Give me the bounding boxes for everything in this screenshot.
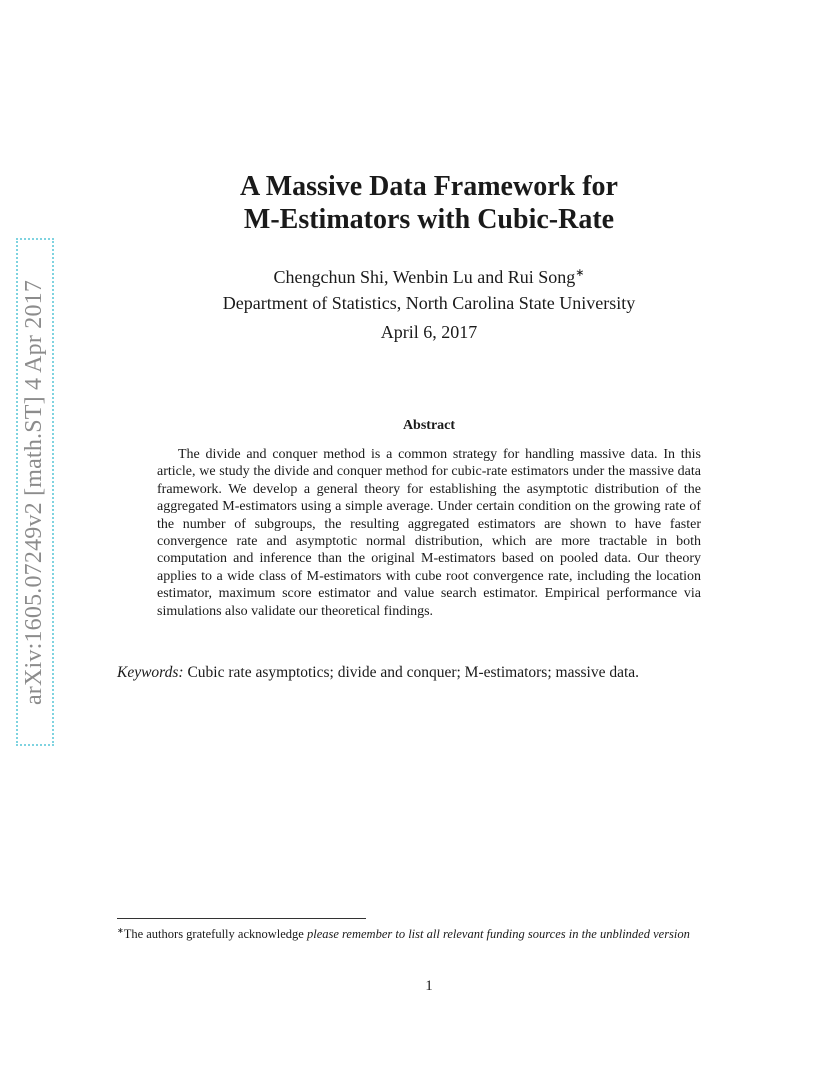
paper-date: April 6, 2017 bbox=[380, 322, 478, 342]
title-line-1: A Massive Data Framework for bbox=[240, 171, 618, 202]
author-footnote-mark: ∗ bbox=[575, 267, 585, 279]
author-names: Chengchun Shi, Wenbin Lu and Rui Song bbox=[273, 267, 576, 287]
footnote-plain-text: The authors gratefully acknowledge bbox=[123, 927, 307, 942]
author-line bbox=[0, 260, 828, 290]
title-line-2: M-Estimators with Cubic-Rate bbox=[243, 204, 615, 235]
footnote-italic-text: please remember to list all relevant funding sources in the unblinded version bbox=[306, 927, 690, 942]
keywords-label: Keywords: bbox=[117, 664, 184, 681]
page-number: 1 bbox=[425, 978, 433, 994]
footnote-rule bbox=[117, 918, 366, 919]
affiliation: Department of Statistics, North Carolina State University bbox=[222, 293, 636, 313]
footnote bbox=[117, 922, 745, 943]
abstract-body: The divide and conquer method is a common strategy for handling massive data. In this article, we study the divide and conquer method for cubic-rate estimators under the massive data framework. We develop a general theory for establishing the asymptotic distribution of the aggregated M-estimators using a simple average. Under certain condition on the growing rate of the number of subgroups, the resulting aggregated estimators are shown to have faster convergence rate and asymptotic normal distribution, which are more tractable in both computation and inference than the original M-estimators based on pooled data. Our theory applies to a wide class of M-estimators with cube root convergence rate, including the location estimator, maximum score estimator and value search estimator. Empirical performance via simulations also validate our theoretical findings. bbox=[157, 447, 701, 619]
keywords-text: Cubic rate asymptotics; divide and conquer; M-estimators; massive data. bbox=[187, 664, 640, 681]
arxiv-identifier: arXiv:1605.07249v2 [math.ST] 4 Apr 2017 bbox=[21, 279, 48, 705]
paper-title bbox=[0, 170, 828, 236]
abstract-heading: Abstract bbox=[402, 418, 456, 433]
footnote-mark: ∗ bbox=[117, 926, 124, 935]
keywords bbox=[117, 664, 717, 682]
author-block bbox=[0, 260, 828, 316]
